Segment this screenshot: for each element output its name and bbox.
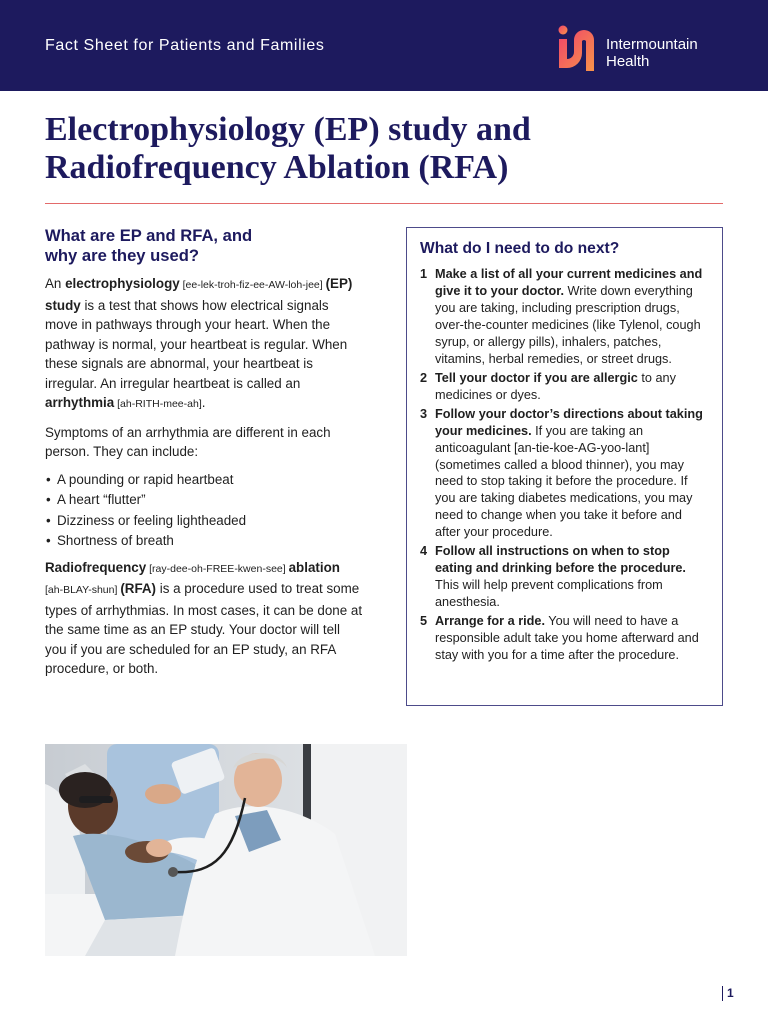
- header-title: Fact Sheet for Patients and Families: [45, 37, 325, 54]
- step-number: 5: [420, 614, 428, 629]
- next-steps-box: [406, 227, 723, 706]
- step-bold: Follow all instructions on when to stop eating and drinking before the procedure.: [435, 544, 686, 576]
- arrhythmia-term: arrhythmia: [45, 395, 115, 410]
- step-text: This will help prevent complications from anesthesia.: [435, 578, 663, 610]
- ep-paragraph: [45, 274, 365, 415]
- rfa-pronunciation-1: [ray-dee-oh-FREE-kwen-see]: [146, 562, 289, 575]
- ep-text-1: An: [45, 276, 66, 291]
- ep-pronunciation: [ee-lek-troh-fiz-ee-AW-loh-jee]: [179, 279, 326, 291]
- symptom-item: • A heart “flutter”: [45, 490, 365, 511]
- rfa-pronunciation-2: [ah-BLAY-shun]: [45, 584, 121, 596]
- step-item: [420, 613, 708, 664]
- step-text: to any medicines or dyes.: [435, 370, 676, 402]
- ep-term: electrophysiology: [65, 276, 180, 291]
- step-bold: Follow your doctor’s directions about taking your medicines.: [435, 406, 703, 438]
- rfa-paragraph: [45, 558, 365, 679]
- title-line-1: Electrophysiology (EP) study and: [45, 111, 531, 148]
- step-item: [420, 406, 708, 541]
- step-bold: Arrange for a ride.: [435, 614, 545, 629]
- symptom-item: • A pounding or rapid heartbeat: [45, 470, 365, 491]
- ep-text-2: is a test that shows how electrical signals move in pathways through your heart. When the pathway is normal, your heartbeat is regular. When these signals are abnormal, your heartbeat is irregular. An irregular heartbeat is called an: [45, 297, 348, 391]
- logo-line-1: Intermountain: [606, 36, 698, 53]
- title-divider: [45, 203, 723, 204]
- page-number: 1: [722, 986, 734, 1001]
- intermountain-logo-icon: [554, 24, 600, 72]
- title-line-2: Radiofrequency Ablation (RFA): [45, 149, 509, 186]
- left-column: [45, 226, 365, 687]
- step-number: 2: [420, 370, 428, 385]
- heading-line-2: why are they used?: [45, 246, 200, 265]
- step-text: If you are taking an anticoagulant [an-tie-koe-AG-yoo-lant] (sometimes called a blood thinner), you may need to stop taking it before the procedure. If you are taking diabetes medications, you may need to change when you take it before and after your procedure.: [435, 423, 693, 540]
- step-text: You will need to have a responsible adult take you home afterward and stay with you for a time after the procedure.: [435, 614, 699, 663]
- step-bold: Make a list of all your current medicines and give it to your doctor.: [435, 267, 703, 298]
- intermountain-logo: [554, 24, 734, 72]
- symptoms-paragraph: Symptoms of an arrhythmia are different in each person. They can include:: [45, 424, 331, 459]
- step-text: Write down everything you are taking, including prescription drugs, over-the-counter medicines (like Tylenol, cough syrup, or allergy pills), inhalers, patches, vitamins, herbal remedies, or street drugs.: [435, 283, 701, 366]
- symptom-item: • Dizziness or feeling lightheaded: [45, 511, 365, 532]
- document-title: [45, 111, 705, 187]
- step-number: 4: [420, 544, 428, 559]
- step-number: 3: [420, 406, 428, 421]
- logo-wordmark: [606, 36, 698, 70]
- arrhythmia-pronunciation: [ah-RITH-mee-ah]: [114, 398, 202, 410]
- step-bold: Tell your doctor if you are allergic: [435, 370, 638, 385]
- photo-illustration: [45, 744, 407, 956]
- step-item: [420, 266, 708, 367]
- heading-line-1: What are EP and RFA, and: [45, 226, 253, 245]
- header-bar: [0, 0, 768, 91]
- next-steps-heading: What do I need to do next?: [420, 240, 620, 257]
- doctor-patient-photo: [45, 744, 407, 956]
- symptom-item: • Shortness of breath: [45, 531, 365, 552]
- step-item: [420, 370, 708, 404]
- symptom-list: [45, 470, 365, 552]
- rfa-term-2: ablation: [288, 559, 340, 575]
- rfa-abbrev: (RFA): [120, 581, 157, 596]
- rfa-text: is a procedure used to treat some types of arrhythmias. In most cases, it can be done at the same time as an EP study. Your doctor will tell you if you are scheduled for an EP study, an RFA procedure, or both.: [45, 581, 363, 676]
- ep-abbrev: (EP) study: [45, 276, 353, 313]
- step-item: [420, 543, 708, 611]
- ep-text-3: .: [201, 395, 206, 410]
- section-heading: [45, 226, 365, 266]
- logo-line-2: Health: [606, 53, 650, 70]
- rfa-term-1: Radiofrequency: [45, 559, 147, 575]
- next-steps-list: [420, 266, 708, 664]
- step-number: 1: [420, 267, 428, 281]
